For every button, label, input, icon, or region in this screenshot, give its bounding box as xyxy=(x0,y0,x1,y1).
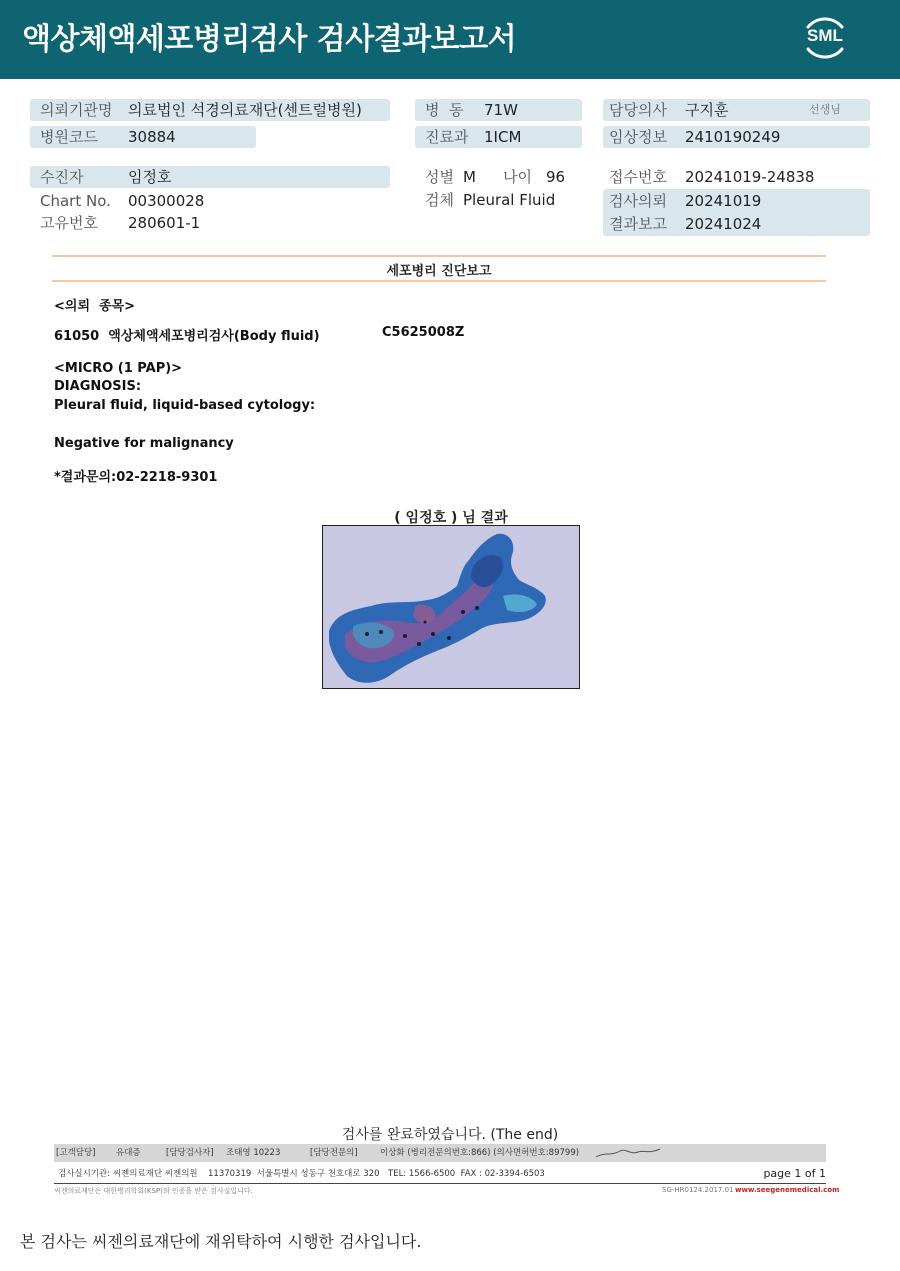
report-date-label: 결과보고 xyxy=(609,215,667,233)
staff-bar-c1: [고객담당] xyxy=(56,1148,96,1158)
receipt-no-label: 접수번호 xyxy=(609,168,667,186)
ward-value: 71W xyxy=(484,101,518,119)
image-caption: ( 임정호 ) 님 결과 xyxy=(394,510,508,526)
specimen-field xyxy=(415,189,582,211)
report-date-value: 20241024 xyxy=(685,215,762,233)
staff-bar-c4: 조태영 10223 xyxy=(226,1148,281,1158)
diagnosis-label: DIAGNOSIS: xyxy=(54,379,142,394)
hospital-code-value: 30884 xyxy=(128,128,176,146)
request-date-value: 20241019 xyxy=(685,192,762,210)
patient-field xyxy=(30,166,390,188)
staff-bar-c3: [담당검사자] xyxy=(166,1148,214,1158)
hospital-code-label: 병원코드 xyxy=(40,128,98,146)
website-link[interactable]: www.seegenemedical.com xyxy=(735,1186,840,1194)
receipt-no-field xyxy=(603,166,870,188)
patient-label: 수진자 xyxy=(40,168,84,186)
lab-name: 검사실시기관: 씨젠의료재단 씨젠의원 xyxy=(58,1169,198,1179)
lab-contact: TEL: 1566-6500 FAX : 02-3394-6503 xyxy=(388,1169,545,1179)
doctor-value: 구지훈 xyxy=(685,101,729,119)
staff-bar-c5: [담당전문의] xyxy=(310,1148,358,1158)
lab-address: 11370319 서울특별시 성동구 천호대로 320 xyxy=(208,1169,380,1179)
inquiry-phone: *결과문의:02-2218-9301 xyxy=(54,470,218,485)
section-title: 세포병리 진단보고 xyxy=(386,264,492,279)
report-header xyxy=(0,0,900,79)
footer-rule xyxy=(54,1183,826,1184)
test-code: C5625008Z xyxy=(382,325,465,340)
department-field xyxy=(415,126,582,148)
test-line: 61050 액상체액세포병리검사(Body fluid) xyxy=(54,329,320,344)
institution-value: 의료법인 석경의료재단(센트럴병원) xyxy=(128,101,362,119)
logo-text: SML xyxy=(807,26,843,45)
chart-no-field xyxy=(30,190,390,212)
age-value: 96 xyxy=(546,168,566,186)
department-value: 1ICM xyxy=(484,128,522,146)
diagnosis-line: Pleural fluid, liquid-based cytology: xyxy=(54,398,316,413)
hospital-code-field xyxy=(30,126,256,148)
page-number: page 1 of 1 xyxy=(763,1167,826,1180)
report-title: 액상체액세포병리검사 검사결과보고서 xyxy=(22,22,517,57)
sex-value: M xyxy=(463,168,476,186)
lab-info-line xyxy=(54,1165,826,1183)
ward-field xyxy=(415,99,582,121)
staff-bar-c2: 유대증 xyxy=(116,1148,141,1158)
unique-no-value: 280601-1 xyxy=(128,214,201,232)
specimen-label: 검체 xyxy=(425,191,454,209)
institution-label: 의뢰기관명 xyxy=(40,101,113,119)
request-date-field xyxy=(603,190,870,212)
staff-bar xyxy=(54,1144,826,1162)
ward-label: 병 동 xyxy=(425,101,464,119)
clinical-info-value: 2410190249 xyxy=(685,128,781,146)
unique-no-label: 고유번호 xyxy=(40,214,98,232)
doctor-label: 담당의사 xyxy=(609,101,667,119)
department-label: 진료과 xyxy=(425,128,469,146)
receipt-no-value: 20241019-24838 xyxy=(685,168,815,186)
request-date-label: 검사의뢰 xyxy=(609,192,667,210)
cytology-image xyxy=(322,525,580,689)
signature-mark xyxy=(594,1146,664,1160)
sml-logo xyxy=(800,13,850,63)
end-text: 검사를 완료하였습니다. (The end) xyxy=(341,1127,559,1143)
institution-field xyxy=(30,99,390,121)
doctor-field xyxy=(603,99,870,121)
request-heading: <의뢰 종목> xyxy=(54,299,136,314)
micro-heading: <MICRO (1 PAP)> xyxy=(54,361,183,376)
report-date-field xyxy=(603,213,870,235)
chart-no-label: Chart No. xyxy=(40,192,111,210)
bottom-note: 본 검사는 씨젠의료재단에 재위탁하여 시행한 검사입니다. xyxy=(20,1232,422,1251)
section-rule-top xyxy=(52,255,826,257)
sex-label: 성별 xyxy=(425,168,454,186)
sex-age-field xyxy=(415,166,582,188)
staff-bar-c6: 이상화 (병리전문의번호:866) (의사면허번호:89799) xyxy=(380,1148,580,1158)
unique-no-field xyxy=(30,212,390,234)
section-rule-bottom xyxy=(52,280,826,282)
clinical-info-field xyxy=(603,126,870,148)
diagnosis-result: Negative for malignancy xyxy=(54,436,234,451)
accreditation-note: 씨젠의료재단은 대한병리학회(KSP)의 인증을 받은 검사실입니다. xyxy=(54,1187,253,1195)
doctor-suffix: 선생님 xyxy=(809,103,841,116)
specimen-value: Pleural Fluid xyxy=(463,191,556,209)
form-code: SG-HR0124.2017.01 xyxy=(662,1186,734,1194)
clinical-info-label: 임상정보 xyxy=(609,128,667,146)
chart-no-value: 00300028 xyxy=(128,192,205,210)
age-label: 나이 xyxy=(503,168,532,186)
patient-value: 임정호 xyxy=(128,168,172,186)
